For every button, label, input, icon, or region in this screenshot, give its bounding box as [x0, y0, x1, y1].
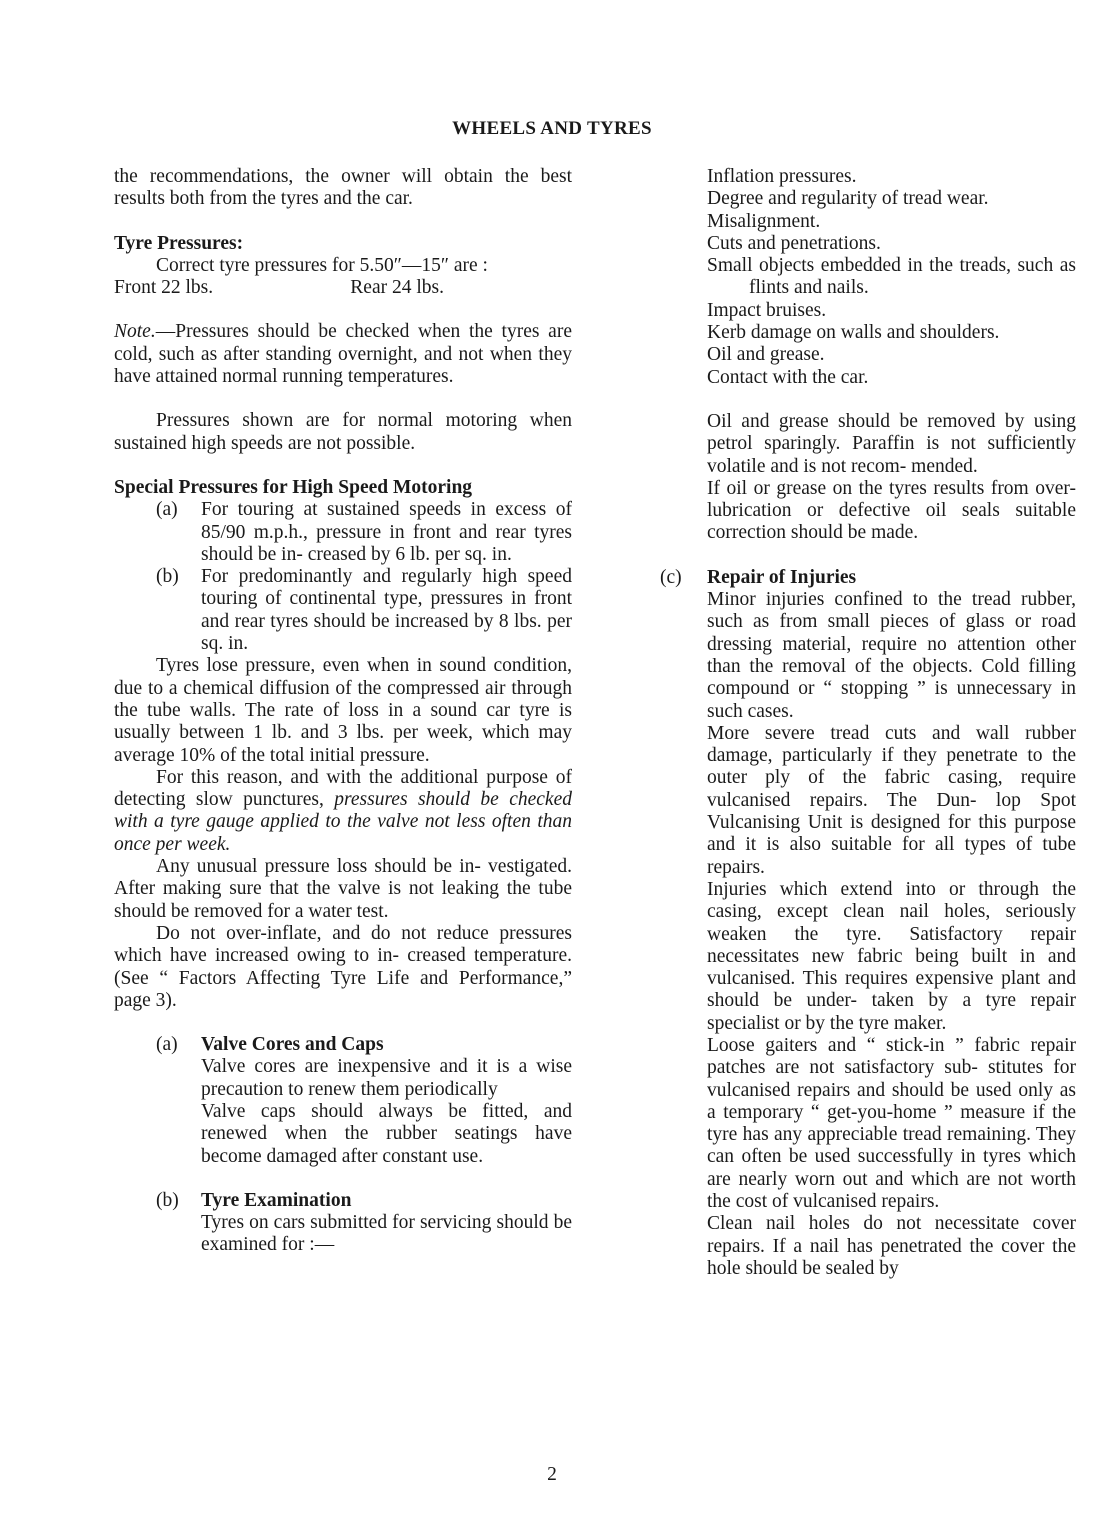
unusual-loss-paragraph: Any unusual pressure loss should be in- vestigated. After making sure that the valve is not leaking the tube should be removed for a water test. [114, 856, 572, 922]
page-title: WHEELS AND TYRES [452, 118, 652, 139]
page-number: 2 [547, 1464, 557, 1485]
repair-section [660, 566, 1076, 1281]
valve-heading-row [156, 1034, 572, 1056]
exam-heading-row [156, 1190, 572, 1212]
left-column [114, 166, 572, 1257]
exam-list-item: Inflation pressures. [707, 166, 857, 187]
reason-text: For this reason, and with the additional purpose of detecting slow punctures, [114, 766, 572, 811]
repair-paragraph-3: Injuries which extend into or through the casing, except clean nail holes, seriously weaken the tyre. Satisfactory repair necessitates new fabric being built in and vulcanised. This requires expensive plant and should be under- taken by a tyre repair specialist or by the tyre maker. [707, 878, 1076, 1034]
repair-heading-row [660, 567, 1076, 589]
pressure-values-row [114, 277, 444, 299]
reason-paragraph [114, 767, 572, 856]
over-inflate-paragraph: Do not over-inflate, and do not reduce pressures which have increased owing to in- creased temperature. (See “ Factors Affecting Tyre Life and Performance,” page 3). [114, 922, 572, 1011]
note-paragraph [114, 321, 572, 388]
repair-label: (c) [660, 566, 682, 588]
exam-list-item: Impact bruises. [707, 299, 827, 321]
exam-list-item: Kerb damage on walls and shoulders. [707, 322, 1000, 344]
oil-paragraph-1: Oil and grease should be removed by using petrol sparingly. Paraffin is not sufficiently volatile and is not recom- mended. [707, 410, 1076, 477]
tyre-pressures-heading: Tyre Pressures: [114, 232, 244, 254]
front-pressure: Front 22 lbs. [114, 277, 214, 299]
special-item-b-text: For predominantly and regularly high speed touring of continental type, pressures in front and rear tyres should be increased by 8 lbs. per sq. in. [201, 566, 572, 655]
repair-paragraph-5: Clean nail holes do not necessitate cover repairs. If a nail has penetrated the cover the hole should be sealed by [707, 1213, 1076, 1279]
rear-pressure: Rear 24 lbs. [350, 277, 444, 299]
valve-heading: Valve Cores and Caps [201, 1034, 384, 1056]
exam-heading: Tyre Examination [201, 1189, 352, 1211]
exam-list-item: Small objects embedded in the treads, such as flints and nails. [707, 255, 1076, 299]
tyre-pressures-line: Correct tyre pressures for 5.50″—15″ are : [156, 254, 488, 276]
repair-paragraph-4: Loose gaiters and “ stick-in ” fabric repair patches are not satisfactory sub- stitutes for vulcanised repairs and should be used only as a temporary “ get-you-home ” measure if the tyre has any appreciable tread remaining. They can often be used successfully in tyres which are nearly worn out and which are not worth the cost of vulcanised repairs. [707, 1034, 1076, 1213]
note-text: —Pressures should be checked when the tyres are cold, such as after standing overnight, and not when they have attained normal running temperatures. [114, 321, 572, 388]
exam-list [707, 166, 1076, 389]
exam-list-item: Cuts and penetrations. [707, 232, 881, 254]
special-item-b [156, 566, 572, 655]
lose-pressure-paragraph: Tyres lose pressure, even when in sound condition, due to a chemical diffusion of the compressed air through the tube walls. The rate of loss in a sound car tyre is usually between 1 lb. and 3 lbs. per week, which may average 10% of the total initial pressure. [114, 655, 572, 766]
special-item-a-label: (a) [156, 499, 178, 521]
exam-list-item: Misalignment. [707, 210, 821, 232]
intro-paragraph: the recommendations, the owner will obtain the best results both from the tyres and the car. [114, 166, 572, 210]
exam-list-item: Oil and grease. [707, 344, 825, 366]
valve-paragraph-2: Valve caps should always be fitted, and renewed when the rubber seatings have become damaged after constant use. [201, 1100, 572, 1167]
special-item-b-label: (b) [156, 566, 179, 588]
special-item-a [156, 499, 572, 566]
oil-paragraph-2: If oil or grease on the tyres results from over-lubrication or defective oil seals suitable correction should be made. [707, 477, 1076, 544]
repair-heading: Repair of Injuries [707, 566, 857, 588]
right-column [660, 166, 1076, 1280]
normal-motoring-paragraph: Pressures shown are for normal motoring when sustained high speeds are not possible. [114, 410, 572, 454]
exam-section [156, 1190, 572, 1257]
valve-label: (a) [156, 1034, 178, 1056]
valve-section [156, 1034, 572, 1168]
exam-list-item: Degree and regularity of tread wear. [707, 188, 989, 210]
reason-italic: pressures should be checked with a tyre gauge applied to the valve not less often than once per week. [114, 789, 572, 855]
special-item-a-text: For touring at sustained speeds in excess of 85/90 m.p.h., pressure in front and rear tyres should be in- creased by 6 lb. per sq. in. [201, 499, 572, 565]
repair-paragraph-1: Minor injuries confined to the tread rubber, such as from small pieces of glass or road dressing material, require no attention other than the removal of the objects. Cold filling compound or “ stopping ” is unnecessary in such cases. [707, 589, 1076, 722]
special-pressures-heading: Special Pressures for High Speed Motoring [114, 476, 473, 498]
valve-paragraph-1: Valve cores are inexpensive and it is a wise precaution to renew them periodically [201, 1056, 572, 1100]
exam-paragraph: Tyres on cars submitted for servicing should be examined for :— [201, 1212, 572, 1256]
note-label: Note. [114, 321, 156, 343]
exam-list-item: Contact with the car. [707, 366, 869, 388]
exam-label: (b) [156, 1189, 179, 1211]
repair-paragraph-2: More severe tread cuts and wall rubber damage, particularly if they penetrate to the outer ply of the fabric casing, require vulcanised repairs. The Dun- lop Spot Vulcanising Unit is designed for this purpose and it is also suitable for all types of tube repairs. [707, 722, 1076, 878]
